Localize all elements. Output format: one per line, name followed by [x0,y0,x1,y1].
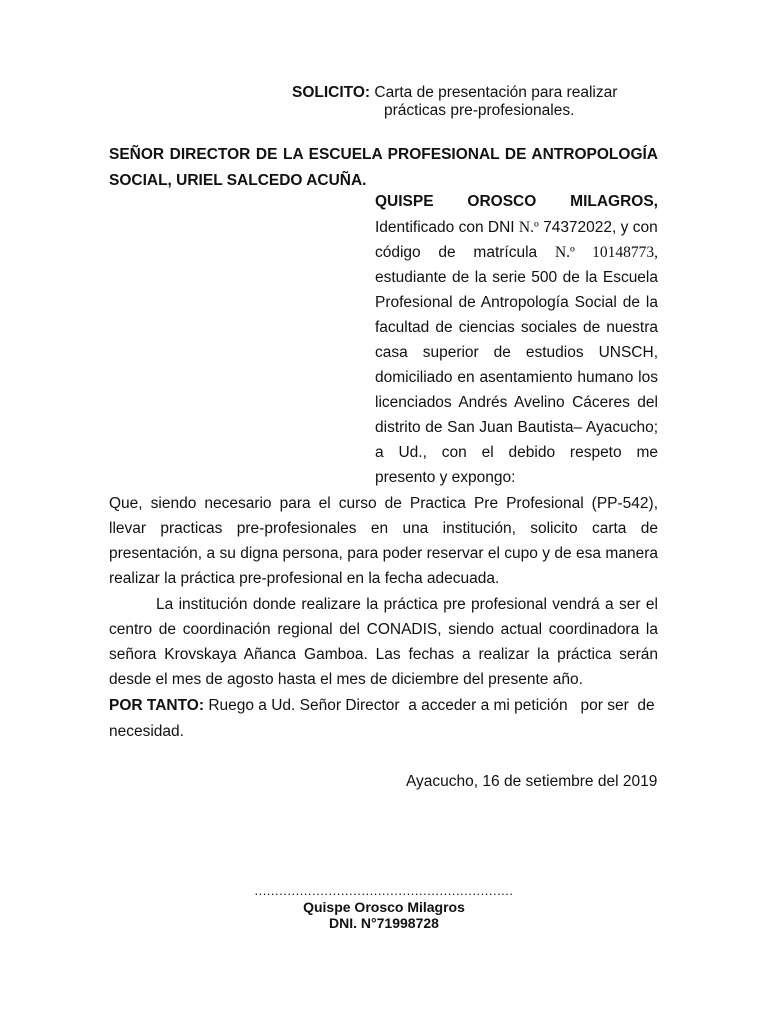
body-por-tanto-line-2: necesidad. [109,723,184,740]
subject-label: SOLICITO: [292,84,371,101]
sender-dni-number: 74372022, y con [538,219,658,236]
addressee-line-1: SEÑOR DIRECTOR DE LA ESCUELA PROFESIONAL DE ANTROPOLOGÍA [109,146,658,163]
subject-text-2: prácticas pre-profesionales. [384,102,575,119]
sender-line-4: estudiante de la serie 500 de la Escuela [375,269,658,286]
sender-line-10: distrito de San Juan Bautista– Ayacucho; [375,419,658,436]
sender-line-9: licenciados Andrés Avelino Cáceres del [375,394,658,411]
body-p2-line-4: desde el mes de agosto hasta el mes de diciembre del presente año. [109,671,583,688]
subject-line-1 [292,84,617,102]
subject-block [292,84,617,120]
body-p1-line-1: Que, siendo necesario para el curso de Practica Pre Profesional (PP-542), [109,495,658,512]
sender-matricula-prefix: código de matrícula [375,244,555,261]
signature-name: Quispe Orosco Milagros [303,899,465,915]
sender-line-dni [375,218,658,238]
sender-dni-prefix: Identificado con DNI [375,219,519,236]
sender-line-8: domiciliado en asentamiento humano los [375,369,658,386]
place-date: Ayacucho, 16 de setiembre del 2019 [406,773,658,790]
addressee-block [109,142,658,194]
por-tanto-label: POR TANTO: [109,697,205,714]
subject-text-1: Carta de presentación para realizar [374,84,618,101]
body-p1-line-4: realizar la práctica pre-profesional en la fecha adecuada. [109,570,500,587]
sender-dni-no: N.º [518,219,539,236]
body-por-tanto-line-1 [109,696,658,716]
sender-matricula-number: N.º 10148773, [554,244,659,261]
sender-line-6: facultad de ciencias sociales de nuestra [375,319,658,336]
signature-block [200,883,568,931]
sender-line-12: presento y expongo: [375,469,516,486]
sender-line-7: casa superior de estudios UNSCH, [375,344,658,361]
body-p1-line-3: presentación, a su digna persona, para poder reservar el cupo y de esa manera [109,545,658,562]
signature-dni: DNI. N°71998728 [329,915,439,931]
por-tanto-text: Ruego a Ud. Señor Director a acceder a mi petición por ser de [204,697,655,714]
body-p1-line-2: llevar practicas pre-profesionales en una institución, solicito carta de [109,520,658,537]
sender-name: QUISPE OROSCO MILAGROS, [375,193,658,210]
sender-line-11: a Ud., con el debido respeto me [375,444,658,461]
addressee-line-2: SOCIAL, URIEL SALCEDO ACUÑA. [109,172,367,189]
sender-line-matricula [375,243,658,263]
signature-line: ............................................................... [254,883,514,898]
sender-line-5: Profesional de Antropología Social de la [375,294,658,311]
body-p2-line-3: señora Krovskaya Añanca Gamboa. Las fechas a realizar la práctica serán [109,646,658,663]
body-p2-line-1: La institución donde realizare la práctica pre profesional vendrá a ser el [156,596,658,613]
body-p2-line-2: centro de coordinación regional del CONADIS, siendo actual coordinadora la [109,621,658,638]
